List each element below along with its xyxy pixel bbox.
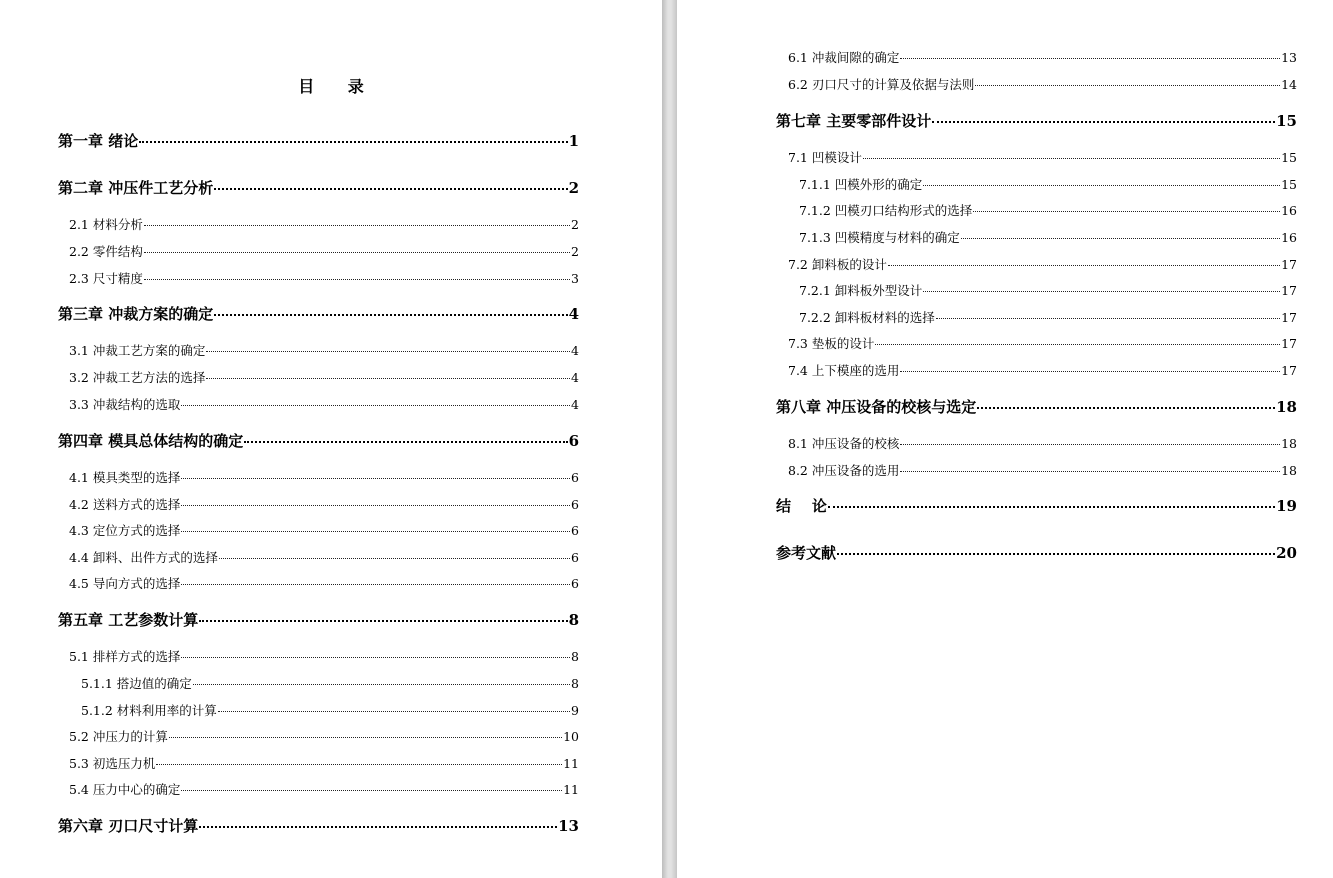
toc-entry-section-7-4[interactable]: [788, 361, 1297, 381]
toc-entry-chapter-8[interactable]: [776, 397, 1297, 417]
toc-entry-text: 4.3 定位方式的选择: [69, 523, 181, 538]
page-gutter: [662, 0, 677, 878]
toc-entry-chapter-1[interactable]: [58, 131, 579, 151]
toc-entry-text: 第二章 冲压件工艺分析: [58, 179, 214, 197]
toc-entry-page: 6: [571, 523, 579, 538]
dot-leader: [144, 225, 570, 226]
toc-entry-page: 4: [571, 397, 579, 412]
toc-entry-section-4-4[interactable]: [69, 548, 579, 568]
dot-leader: [193, 684, 570, 685]
dot-leader: [181, 790, 562, 791]
toc-entry-section-7-2[interactable]: [788, 255, 1297, 275]
toc-entry-text: 2.3 尺寸精度: [69, 271, 143, 286]
toc-entry-page: 1: [568, 132, 579, 150]
toc-entry-text: 2.2 零件结构: [69, 244, 143, 259]
toc-entry-page: 6: [571, 550, 579, 565]
toc-entry-section-3-2[interactable]: [69, 368, 579, 388]
dot-leader: [936, 318, 1280, 319]
toc-entry-section-8-1[interactable]: [788, 434, 1297, 454]
dot-leader: [900, 371, 1280, 372]
toc-entry-text: 6.2 刃口尺寸的计算及依据与法则: [788, 77, 975, 92]
dot-leader: [828, 506, 1275, 508]
toc-entry-chapter-3[interactable]: [58, 304, 579, 324]
dot-leader: [199, 620, 567, 622]
toc-entry-page: 18: [1276, 398, 1297, 416]
toc-entry-conclusion[interactable]: [776, 496, 1297, 516]
toc-entry-chapter-6[interactable]: [58, 816, 579, 836]
toc-entry-references[interactable]: [776, 543, 1297, 563]
toc-entry-text: 结 论: [776, 497, 827, 515]
toc-entry-text: 4.4 卸料、出件方式的选择: [69, 550, 218, 565]
toc-entry-page: 15: [1281, 150, 1297, 165]
toc-entry-page: 14: [1281, 77, 1297, 92]
toc-entry-section-7-1[interactable]: [788, 148, 1297, 168]
toc-entry-text: 7.2 卸料板的设计: [788, 257, 887, 272]
toc-entry-text: 第三章 冲裁方案的确定: [58, 305, 214, 323]
toc-entry-page: 19: [1276, 497, 1297, 515]
toc-entry-text: 第七章 主要零部件设计: [776, 112, 932, 130]
toc-entry-text: 参考文献: [776, 544, 837, 562]
dot-leader: [218, 711, 570, 712]
toc-entry-chapter-7[interactable]: [776, 111, 1297, 131]
toc-entry-page: 4: [568, 305, 579, 323]
toc-entry-text: 3.3 冲裁结构的选取: [69, 397, 181, 412]
dot-leader: [181, 405, 570, 406]
toc-entry-page: 18: [1281, 463, 1297, 478]
toc-entry-page: 10: [563, 729, 579, 744]
toc-entry-text: 5.1 排样方式的选择: [69, 649, 181, 664]
dot-leader: [900, 471, 1280, 472]
toc-entry-text: 第一章 绪论: [58, 132, 139, 150]
dot-leader: [181, 531, 570, 532]
toc-entry-page: 16: [1281, 203, 1297, 218]
toc-entry-text: 8.1 冲压设备的校核: [788, 436, 900, 451]
toc-entry-page: 17: [1281, 257, 1297, 272]
dot-leader: [900, 444, 1280, 445]
dot-leader: [139, 141, 567, 143]
toc-entry-page: 15: [1276, 112, 1297, 130]
toc-entry-text: 第六章 刃口尺寸计算: [58, 817, 199, 835]
toc-entry-text: 第五章 工艺参数计算: [58, 611, 199, 629]
toc-entry-subsection-5-1-2[interactable]: [81, 701, 579, 721]
toc-entry-page: 6: [568, 432, 579, 450]
toc-entry-text: 第四章 模具总体结构的确定: [58, 432, 244, 450]
toc-entry-subsection-5-1-1[interactable]: [81, 674, 579, 694]
toc-entry-page: 17: [1281, 310, 1297, 325]
dot-leader: [888, 265, 1280, 266]
dot-leader: [923, 291, 1280, 292]
toc-entry-page: 4: [571, 370, 579, 385]
toc-entry-page: 11: [563, 782, 579, 797]
toc-entry-chapter-5[interactable]: [58, 610, 579, 630]
toc-title: 目 录: [298, 77, 378, 96]
toc-entry-text: 8.2 冲压设备的选用: [788, 463, 900, 478]
toc-entry-text: 4.1 模具类型的选择: [69, 470, 181, 485]
toc-entry-text: 7.1.3 凹模精度与材料的确定: [799, 230, 960, 245]
toc-entry-page: 4: [571, 343, 579, 358]
toc-entry-page: 9: [571, 703, 579, 718]
toc-entry-page: 17: [1281, 363, 1297, 378]
toc-entry-text: 7.3 垫板的设计: [788, 336, 875, 351]
dot-leader: [863, 158, 1280, 159]
toc-entry-section-3-1[interactable]: [69, 341, 579, 361]
toc-entry-section-4-2[interactable]: [69, 495, 579, 515]
toc-entry-text: 6.1 冲裁间隙的确定: [788, 50, 900, 65]
toc-entry-section-4-5[interactable]: [69, 574, 579, 594]
dot-leader: [181, 657, 570, 658]
toc-entry-section-2-3[interactable]: [69, 269, 579, 289]
toc-entry-page: 16: [1281, 230, 1297, 245]
toc-entry-section-6-1[interactable]: [788, 48, 1297, 68]
toc-entry-page: 15: [1281, 177, 1297, 192]
toc-entry-section-5-1[interactable]: [69, 647, 579, 667]
toc-entry-page: 17: [1281, 336, 1297, 351]
dot-leader: [219, 558, 570, 559]
dot-leader: [875, 344, 1280, 345]
dot-leader: [181, 584, 570, 585]
toc-entry-text: 5.2 冲压力的计算: [69, 729, 168, 744]
dot-leader: [144, 279, 570, 280]
dot-leader: [900, 58, 1280, 59]
dot-leader: [199, 826, 557, 828]
toc-entry-page: 20: [1276, 544, 1297, 562]
toc-entry-section-4-3[interactable]: [69, 521, 579, 541]
toc-entry-page: 11: [563, 756, 579, 771]
toc-entry-text: 4.2 送料方式的选择: [69, 497, 181, 512]
dot-leader: [961, 238, 1280, 239]
toc-entry-text: 7.2.2 卸料板材料的选择: [799, 310, 935, 325]
toc-entry-text: 7.1 凹模设计: [788, 150, 862, 165]
toc-entry-text: 5.4 压力中心的确定: [69, 782, 181, 797]
dot-leader: [144, 252, 570, 253]
toc-entry-page: 8: [571, 676, 579, 691]
toc-entry-page: 6: [571, 576, 579, 591]
toc-entry-text: 7.2.1 卸料板外型设计: [799, 283, 923, 298]
toc-entry-text: 3.1 冲裁工艺方案的确定: [69, 343, 206, 358]
toc-entry-chapter-4[interactable]: [58, 431, 579, 451]
toc-entry-section-2-1[interactable]: [69, 215, 579, 235]
toc-entry-text: 5.3 初选压力机: [69, 756, 156, 771]
toc-entry-page: 6: [571, 497, 579, 512]
document-page-left: [0, 0, 662, 878]
toc-entry-page: 2: [571, 244, 579, 259]
dot-leader: [181, 478, 570, 479]
toc-entry-section-4-1[interactable]: [69, 468, 579, 488]
toc-entry-section-3-3[interactable]: [69, 395, 579, 415]
dot-leader: [169, 737, 562, 738]
dot-leader: [181, 505, 570, 506]
dot-leader: [214, 314, 567, 316]
toc-entry-text: 4.5 导向方式的选择: [69, 576, 181, 591]
dot-leader: [932, 121, 1275, 123]
toc-entry-text: 7.1.2 凹模刃口结构形式的选择: [799, 203, 973, 218]
toc-entry-page: 3: [571, 271, 579, 286]
dot-leader: [156, 764, 562, 765]
toc-entry-text: 2.1 材料分析: [69, 217, 143, 232]
dot-leader: [837, 553, 1275, 555]
dot-leader: [975, 85, 1280, 86]
dot-leader: [923, 185, 1280, 186]
toc-entry-subsection-7-2-1[interactable]: [799, 281, 1297, 301]
toc-entry-subsection-7-1-1[interactable]: [799, 175, 1297, 195]
toc-entry-page: 17: [1281, 283, 1297, 298]
toc-entry-text: 5.1.1 搭边值的确定: [81, 676, 192, 691]
dot-leader: [244, 441, 567, 443]
toc-entry-section-8-2[interactable]: [788, 461, 1297, 481]
toc-entry-text: 第八章 冲压设备的校核与选定: [776, 398, 977, 416]
toc-entry-page: 8: [571, 649, 579, 664]
toc-entry-section-5-4[interactable]: [69, 780, 579, 800]
toc-entry-page: 13: [558, 817, 579, 835]
dot-leader: [977, 407, 1275, 409]
toc-entry-section-5-2[interactable]: [69, 727, 579, 747]
toc-entry-subsection-7-1-3[interactable]: [799, 228, 1297, 248]
toc-entry-page: 18: [1281, 436, 1297, 451]
dot-leader: [206, 351, 570, 352]
document-page-right: [677, 0, 1333, 878]
dot-leader: [206, 378, 570, 379]
toc-entry-text: 5.1.2 材料利用率的计算: [81, 703, 217, 718]
toc-entry-section-6-2[interactable]: [788, 75, 1297, 95]
toc-entry-page: 6: [571, 470, 579, 485]
toc-entry-text: 7.4 上下模座的选用: [788, 363, 900, 378]
toc-entry-page: 8: [568, 611, 579, 629]
toc-entry-section-7-3[interactable]: [788, 334, 1297, 354]
toc-entry-text: 7.1.1 凹模外形的确定: [799, 177, 923, 192]
toc-entry-chapter-2[interactable]: [58, 178, 579, 198]
toc-entry-subsection-7-2-2[interactable]: [799, 308, 1297, 328]
toc-entry-section-5-3[interactable]: [69, 754, 579, 774]
toc-entry-page: 13: [1281, 50, 1297, 65]
toc-entry-page: 2: [568, 179, 579, 197]
toc-entry-text: 3.2 冲裁工艺方法的选择: [69, 370, 206, 385]
toc-entry-subsection-7-1-2[interactable]: [799, 201, 1297, 221]
toc-entry-page: 2: [571, 217, 579, 232]
dot-leader: [214, 188, 567, 190]
dot-leader: [973, 211, 1280, 212]
toc-entry-section-2-2[interactable]: [69, 242, 579, 262]
